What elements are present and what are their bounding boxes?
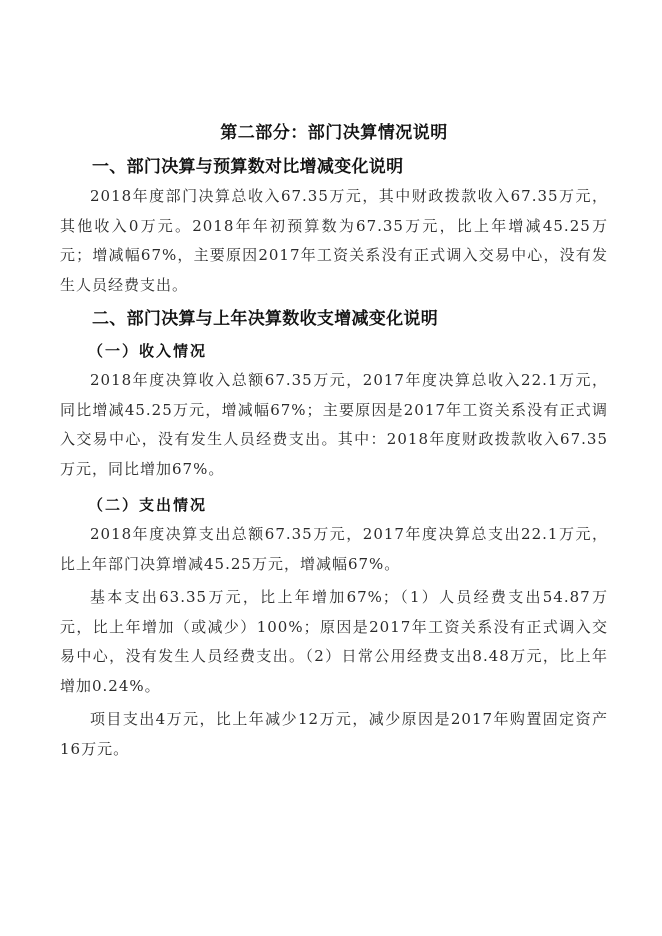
paragraph-expenditure-total: 2018年度决算支出总额67.35万元，2017年度决算总支出22.1万元，比上年部门决算增减45.25万元，增减幅67%。	[60, 525, 608, 573]
paragraph-budget-comparison: 2018年度部门决算总收入67.35万元，其中财政拨款收入67.35万元，其他收入0万元。2018年年初预算数为67.35万元，比上年增减45.25万元；增减幅67%，主要原因2017年工资关系没有正式调入交易中心，没有发生人员经费支出。	[60, 187, 608, 294]
paragraph-project-expenditure: 项目支出4万元，比上年减少12万元，减少原因是2017年购置固定资产16万元。	[60, 710, 608, 758]
subsection-heading-expenditure: （二）支出情况	[88, 496, 208, 514]
paragraph-basic-expenditure: 基本支出63.35万元，比上年增加67%；（1）人员经费支出54.87万元，比上年增加（或减少）100%；原因是2017年工资关系没有正式调入交易中心，没有发生人员经费支出。（2）日常公用经费支出8.48万元，比上年增加0.24%。	[60, 588, 608, 695]
document-page	[60, 118, 608, 764]
document-title: 第二部分：部门决算情况说明	[220, 123, 448, 143]
paragraph-income: 2018年度决算收入总额67.35万元，2017年度决算总收入22.1万元，同比增减45.25万元，增减幅67%；主要原因是2017年工资关系没有正式调入交易中心，没有发生人员经费支出。其中：2018年度财政拨款收入67.35万元，同比增加67%。	[60, 371, 608, 478]
section-heading-yearly-comparison: 二、部门决算与上年决算数收支增减变化说明	[92, 309, 438, 329]
spacer	[60, 484, 608, 488]
section-heading-budget-comparison: 一、部门决算与预算数对比增减变化说明	[92, 157, 404, 177]
subsection-heading-income: （一）收入情况	[88, 342, 208, 360]
